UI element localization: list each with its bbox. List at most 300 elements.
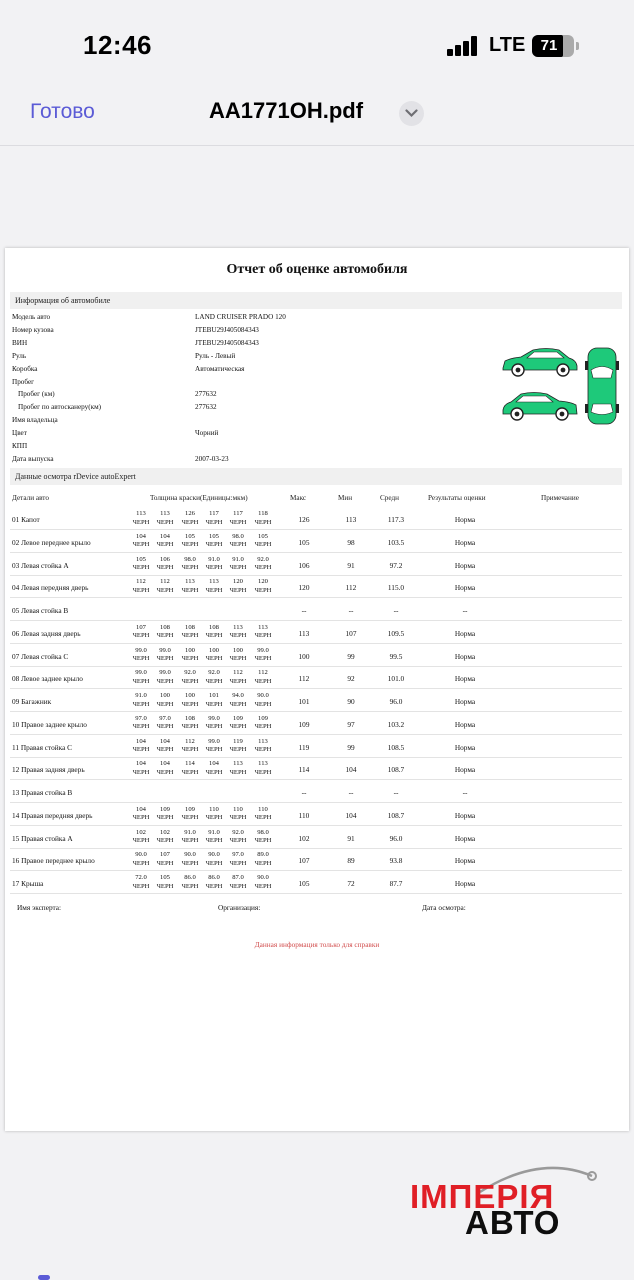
- thickness-reading: [154, 760, 176, 777]
- reading-value: 112: [185, 737, 195, 745]
- info-row: [12, 363, 412, 375]
- reading-color: ЧЕРН: [254, 586, 272, 594]
- info-value: 2007-03-23: [195, 454, 229, 463]
- table-row: [10, 553, 622, 576]
- reading-color: ЧЕРН: [181, 564, 199, 571]
- reading-color: ЧЕРН: [132, 882, 150, 890]
- reading-color: ЧЕРН: [205, 677, 223, 685]
- thickness-reading: [203, 738, 225, 755]
- table-row: [10, 644, 622, 667]
- network-type: LTE: [489, 34, 526, 56]
- reading-color: ЧЕРН: [229, 768, 247, 776]
- reading-color: ЧЕРН: [156, 564, 174, 571]
- part-name: 07 Левая стойка С: [12, 651, 69, 661]
- reading-value: 112: [233, 669, 243, 677]
- reading-value: 92.0: [208, 669, 220, 677]
- thickness-reading: [179, 806, 201, 823]
- reading-color: ЧЕРН: [205, 632, 223, 640]
- reading-color: ЧЕРН: [205, 518, 223, 526]
- evaluation-result: --: [462, 606, 468, 615]
- thickness-reading: [203, 829, 225, 846]
- reading-value: 117: [233, 510, 243, 517]
- thickness-reading: [179, 692, 201, 709]
- thickness-reading: [154, 874, 176, 891]
- reading-value: 102: [160, 828, 170, 836]
- thickness-reading: [130, 510, 152, 527]
- thickness-reading: [203, 715, 225, 732]
- file-title[interactable]: AA1771OH.pdf: [209, 98, 364, 123]
- reading-color: ЧЕРН: [181, 837, 199, 844]
- reading-color: ЧЕРН: [132, 700, 150, 708]
- table-row: [10, 871, 622, 894]
- thickness-reading: [203, 851, 225, 868]
- reading-value: 107: [136, 623, 146, 631]
- value-avg: 108.7: [387, 765, 405, 775]
- info-label: Цвет: [12, 429, 27, 438]
- value-max: 105: [298, 879, 310, 888]
- thickness-reading: [179, 533, 201, 550]
- reading-color: ЧЕРН: [132, 859, 150, 867]
- part-name: 12 Правая задняя дверь: [12, 765, 85, 775]
- reading-color: ЧЕРН: [205, 586, 223, 594]
- value-max: 126: [298, 515, 310, 524]
- reading-color: ЧЕРН: [156, 541, 174, 549]
- value-avg: 97.2: [389, 560, 403, 570]
- reading-color: ЧЕРН: [229, 814, 247, 822]
- reading-value: 113: [258, 737, 268, 745]
- reading-value: 117: [209, 510, 219, 517]
- section-inspection: Данные осмотра rDevice autoExpert: [10, 468, 622, 485]
- reading-color: ЧЕРН: [254, 882, 272, 890]
- thickness-reading: [179, 556, 201, 573]
- header-part: Детали авто: [12, 494, 49, 502]
- reading-value: 100: [185, 692, 195, 699]
- reading-value: 110: [233, 805, 243, 813]
- reading-color: ЧЕРН: [181, 655, 199, 662]
- info-row: [12, 376, 412, 388]
- thickness-reading: [203, 692, 225, 709]
- reading-value: 100: [209, 646, 219, 654]
- reading-value: 92.0: [257, 555, 269, 563]
- reading-color: ЧЕРН: [229, 837, 247, 844]
- thickness-reading: [130, 715, 152, 732]
- reading-color: ЧЕРН: [156, 768, 174, 776]
- reading-color: ЧЕРН: [205, 700, 223, 708]
- reading-color: ЧЕРН: [229, 518, 247, 526]
- reading-color: ЧЕРН: [205, 655, 223, 662]
- info-value: Чорний: [195, 429, 219, 438]
- reading-value: 98.0: [232, 532, 244, 540]
- reading-value: 104: [160, 760, 170, 768]
- thickness-reading: [203, 874, 225, 891]
- reading-color: ЧЕРН: [156, 859, 174, 867]
- thickness-reading: [130, 692, 152, 709]
- reading-color: ЧЕРН: [181, 586, 199, 594]
- reading-color: ЧЕРН: [254, 814, 272, 822]
- value-avg: --: [393, 606, 399, 615]
- reading-color: ЧЕРН: [254, 746, 272, 753]
- reading-value: 104: [136, 737, 146, 745]
- thickness-reading: [179, 874, 201, 891]
- reading-color: ЧЕРН: [229, 541, 247, 549]
- table-row: [10, 757, 622, 780]
- reading-value: 109: [258, 714, 268, 722]
- info-label: Пробег по автосканеру(км): [18, 403, 102, 412]
- value-max: --: [301, 606, 307, 615]
- info-label: КПП: [12, 442, 28, 450]
- thickness-reading: [203, 533, 225, 550]
- value-avg: 108.5: [387, 742, 405, 752]
- reading-color: ЧЕРН: [254, 655, 272, 662]
- reading-value: 104: [209, 760, 219, 768]
- reading-value: 104: [160, 532, 170, 540]
- evaluation-result: Норма: [454, 537, 476, 547]
- imperia-avto-logo: [410, 1162, 600, 1242]
- thickness-reading: [252, 874, 274, 891]
- reading-color: ЧЕРН: [229, 677, 247, 685]
- thickness-reading: [179, 829, 201, 846]
- reading-value: 113: [136, 510, 146, 517]
- value-avg: 101.0: [387, 674, 405, 684]
- info-label: Коробка: [12, 364, 38, 373]
- thickness-reading: [252, 760, 274, 777]
- reading-color: ЧЕРН: [229, 723, 247, 731]
- evaluation-result: --: [462, 788, 468, 797]
- thickness-reading: [252, 738, 274, 755]
- value-max: 101: [298, 697, 310, 706]
- thickness-reading: [252, 647, 274, 664]
- reading-color: ЧЕРН: [156, 814, 174, 822]
- reading-color: ЧЕРН: [156, 518, 174, 526]
- reading-value: 107: [160, 851, 170, 859]
- info-label: ВИН: [12, 338, 28, 347]
- thickness-reading: [252, 669, 274, 686]
- thickness-reading: [154, 829, 176, 846]
- thickness-reading: [203, 510, 225, 527]
- table-row: [10, 712, 622, 735]
- thickness-reading: [227, 760, 249, 777]
- value-min: 97: [347, 719, 355, 729]
- reading-value: 119: [233, 737, 243, 745]
- reading-value: 90.0: [208, 851, 220, 859]
- reading-value: 99.0: [135, 669, 147, 677]
- reading-color: ЧЕРН: [254, 859, 272, 867]
- reading-color: ЧЕРН: [132, 518, 150, 526]
- reading-color: ЧЕРН: [254, 518, 272, 526]
- reading-color: ЧЕРН: [229, 700, 247, 708]
- done-button[interactable]: Готово: [30, 100, 95, 123]
- reading-color: ЧЕРН: [181, 700, 199, 708]
- reading-color: ЧЕРН: [205, 859, 223, 867]
- reading-color: ЧЕРН: [132, 814, 150, 822]
- thickness-reading: [179, 578, 201, 595]
- part-name: 04 Левая передняя дверь: [12, 583, 89, 593]
- thickness-reading: [203, 669, 225, 686]
- thickness-reading: [227, 533, 249, 550]
- thickness-reading: [252, 851, 274, 868]
- reading-value: 104: [136, 760, 146, 768]
- table-row: [10, 598, 622, 621]
- header-max: Макс: [290, 494, 307, 502]
- reading-value: 108: [209, 623, 219, 631]
- reading-value: 97.0: [232, 851, 244, 859]
- reading-color: ЧЕРН: [229, 655, 247, 662]
- reading-color: ЧЕРН: [205, 837, 223, 844]
- evaluation-result: Норма: [454, 856, 476, 866]
- value-min: 72: [347, 879, 355, 888]
- part-name: 08 Левое заднее крыло: [12, 674, 83, 684]
- status-time: 12:46: [83, 30, 152, 60]
- info-value: 277632: [195, 403, 217, 412]
- reading-value: 113: [185, 578, 195, 586]
- value-max: 112: [298, 674, 310, 684]
- reading-value: 94.0: [232, 692, 244, 699]
- reading-value: 105: [136, 555, 146, 563]
- reading-value: 92.0: [184, 669, 196, 677]
- reading-value: 99.0: [208, 714, 220, 722]
- evaluation-result: Норма: [454, 583, 476, 593]
- table-row: [10, 689, 622, 712]
- reading-value: 105: [209, 532, 219, 540]
- info-label: Имя владельца: [12, 416, 58, 425]
- thickness-reading: [130, 647, 152, 664]
- thickness-reading: [130, 533, 152, 550]
- table-row: [10, 826, 622, 849]
- reading-color: ЧЕРН: [254, 632, 272, 640]
- thickness-reading: [227, 647, 249, 664]
- part-name: 01 Капот: [12, 515, 40, 524]
- reading-color: ЧЕРН: [229, 746, 247, 753]
- info-value: Автоматическая: [195, 364, 245, 373]
- signal-icon: [447, 36, 479, 56]
- reading-color: ЧЕРН: [132, 768, 150, 776]
- thickness-reading: [252, 578, 274, 595]
- part-name: 03 Левая стойка А: [12, 560, 69, 570]
- table-row: [10, 848, 622, 871]
- evaluation-result: Норма: [454, 810, 476, 820]
- reading-value: 109: [160, 805, 170, 813]
- table-row: [10, 780, 622, 803]
- disclaimer-note: Данная информация только для справки: [254, 940, 380, 949]
- reading-color: ЧЕРН: [132, 837, 150, 844]
- value-max: 109: [298, 719, 310, 729]
- info-row: [12, 324, 412, 336]
- thickness-reading: [130, 829, 152, 846]
- info-row: [12, 414, 412, 426]
- reading-value: 110: [209, 805, 219, 813]
- thickness-reading: [179, 647, 201, 664]
- reading-value: 99.0: [159, 646, 171, 654]
- table-row: [10, 735, 622, 758]
- reading-color: ЧЕРН: [254, 564, 272, 571]
- value-min: 90: [347, 697, 355, 706]
- thickness-reading: [154, 578, 176, 595]
- evaluation-result: Норма: [454, 879, 476, 888]
- organization-label: Организация:: [218, 903, 261, 912]
- thickness-reading: [179, 715, 201, 732]
- thickness-reading: [130, 669, 152, 686]
- thickness-reading: [179, 510, 201, 527]
- reading-color: ЧЕРН: [181, 632, 199, 640]
- value-avg: 108.7: [387, 810, 405, 820]
- evaluation-result: Норма: [454, 719, 476, 729]
- reading-value: 105: [160, 874, 170, 881]
- battery-icon: [532, 35, 574, 57]
- evaluation-result: Норма: [454, 674, 476, 684]
- value-max: 100: [298, 651, 310, 661]
- part-name: 06 Левая задняя дверь: [12, 628, 81, 638]
- thickness-reading: [203, 556, 225, 573]
- info-label: Пробег: [12, 377, 35, 386]
- value-min: 89: [347, 856, 355, 866]
- table-row: [10, 666, 622, 689]
- thickness-reading: [203, 760, 225, 777]
- value-avg: 93.8: [389, 856, 403, 866]
- reading-value: 113: [209, 578, 219, 586]
- reading-value: 104: [160, 737, 170, 745]
- reading-color: ЧЕРН: [229, 586, 247, 594]
- info-row: [12, 427, 412, 439]
- pdf-page: [5, 248, 629, 1131]
- value-min: 104: [345, 810, 357, 820]
- part-name: 13 Правая стойка В: [12, 788, 73, 797]
- reading-color: ЧЕРН: [254, 723, 272, 731]
- reading-color: ЧЕРН: [181, 723, 199, 731]
- reading-color: ЧЕРН: [205, 768, 223, 776]
- part-name: 05 Левая стойка В: [12, 606, 69, 615]
- value-max: 107: [298, 856, 310, 866]
- reading-value: 110: [258, 805, 268, 813]
- reading-color: ЧЕРН: [205, 723, 223, 731]
- info-row: [12, 350, 412, 362]
- thickness-reading: [252, 692, 274, 709]
- reading-color: ЧЕРН: [181, 541, 199, 549]
- chevron-down-icon[interactable]: [399, 101, 424, 126]
- reading-color: ЧЕРН: [229, 632, 247, 640]
- part-name: 15 Правая стойка А: [12, 833, 73, 843]
- thickness-reading: [203, 578, 225, 595]
- thickness-reading: [179, 624, 201, 641]
- thickness-reading: [227, 624, 249, 641]
- value-avg: --: [393, 788, 399, 797]
- reading-color: ЧЕРН: [156, 746, 174, 753]
- evaluation-result: Норма: [454, 628, 476, 638]
- reading-value: 90.0: [135, 851, 147, 859]
- reading-color: ЧЕРН: [156, 677, 174, 685]
- reading-color: ЧЕРН: [181, 677, 199, 685]
- reading-value: 108: [185, 714, 195, 722]
- thickness-reading: [227, 806, 249, 823]
- thickness-reading: [203, 806, 225, 823]
- info-row: [12, 311, 412, 323]
- thickness-reading: [130, 760, 152, 777]
- reading-color: ЧЕРН: [254, 700, 272, 708]
- thickness-reading: [252, 715, 274, 732]
- reading-color: ЧЕРН: [156, 723, 174, 731]
- expert-label: Имя эксперта:: [17, 903, 62, 912]
- reading-color: ЧЕРН: [156, 655, 174, 662]
- reading-value: 113: [160, 510, 170, 517]
- reading-value: 90.0: [257, 692, 269, 699]
- thickness-reading: [179, 738, 201, 755]
- thickness-reading: [154, 692, 176, 709]
- reading-value: 104: [136, 532, 146, 540]
- status-bar: [0, 0, 634, 90]
- reading-color: ЧЕРН: [132, 655, 150, 662]
- reading-value: 87.0: [232, 874, 244, 881]
- reading-color: ЧЕРН: [181, 746, 199, 753]
- info-row: [12, 401, 412, 413]
- reading-value: 106: [160, 555, 170, 563]
- reading-value: 72.0: [135, 874, 147, 881]
- reading-value: 97.0: [135, 714, 147, 722]
- thickness-reading: [179, 669, 201, 686]
- thickness-reading: [227, 715, 249, 732]
- evaluation-result: Норма: [454, 560, 476, 570]
- part-name: 11 Правая стойка С: [12, 742, 73, 752]
- thickness-reading: [227, 874, 249, 891]
- reading-value: 91.0: [135, 692, 147, 699]
- reading-color: ЧЕРН: [156, 632, 174, 640]
- value-avg: 109.5: [387, 628, 405, 638]
- reading-value: 101: [209, 692, 219, 699]
- part-name: 17 Крыша: [12, 879, 44, 888]
- info-row: [12, 388, 412, 400]
- reading-value: 112: [160, 578, 170, 586]
- thickness-reading: [252, 533, 274, 550]
- section-car-info: Информация об автомобиле: [10, 292, 622, 309]
- info-label: Руль: [12, 351, 27, 360]
- reading-value: 113: [258, 623, 268, 631]
- value-avg: 96.0: [389, 697, 403, 706]
- header-remark: Примечание: [541, 494, 579, 502]
- reading-value: 113: [233, 760, 243, 768]
- reading-color: ЧЕРН: [229, 859, 247, 867]
- thickness-reading: [179, 760, 201, 777]
- reading-value: 98.0: [184, 555, 196, 563]
- table-row: [10, 803, 622, 826]
- evaluation-result: Норма: [454, 515, 476, 524]
- logo-text-line1: ІМПЕРІЯ: [410, 1178, 555, 1215]
- value-min: --: [348, 606, 354, 615]
- reading-value: 91.0: [184, 828, 196, 836]
- reading-color: ЧЕРН: [205, 746, 223, 753]
- thickness-reading: [154, 647, 176, 664]
- reading-color: ЧЕРН: [181, 518, 199, 526]
- value-min: 104: [345, 765, 357, 775]
- thickness-reading: [154, 533, 176, 550]
- reading-value: 104: [136, 805, 146, 813]
- evaluation-result: Норма: [454, 833, 476, 843]
- part-name: 02 Левое переднее крыло: [12, 537, 91, 547]
- thickness-reading: [227, 829, 249, 846]
- value-max: 114: [298, 765, 310, 775]
- reading-value: 90.0: [257, 874, 269, 881]
- reading-color: ЧЕРН: [156, 700, 174, 708]
- reading-color: ЧЕРН: [132, 586, 150, 594]
- reading-value: 113: [233, 623, 243, 631]
- info-label: Модель авто: [12, 313, 51, 321]
- reading-value: 120: [233, 578, 243, 586]
- reading-value: 113: [258, 760, 268, 768]
- thickness-reading: [130, 578, 152, 595]
- reading-value: 114: [185, 760, 195, 768]
- reading-color: ЧЕРН: [254, 677, 272, 685]
- reading-value: 112: [136, 578, 146, 586]
- reading-color: ЧЕРН: [229, 882, 247, 890]
- thickness-reading: [227, 692, 249, 709]
- thickness-reading: [130, 851, 152, 868]
